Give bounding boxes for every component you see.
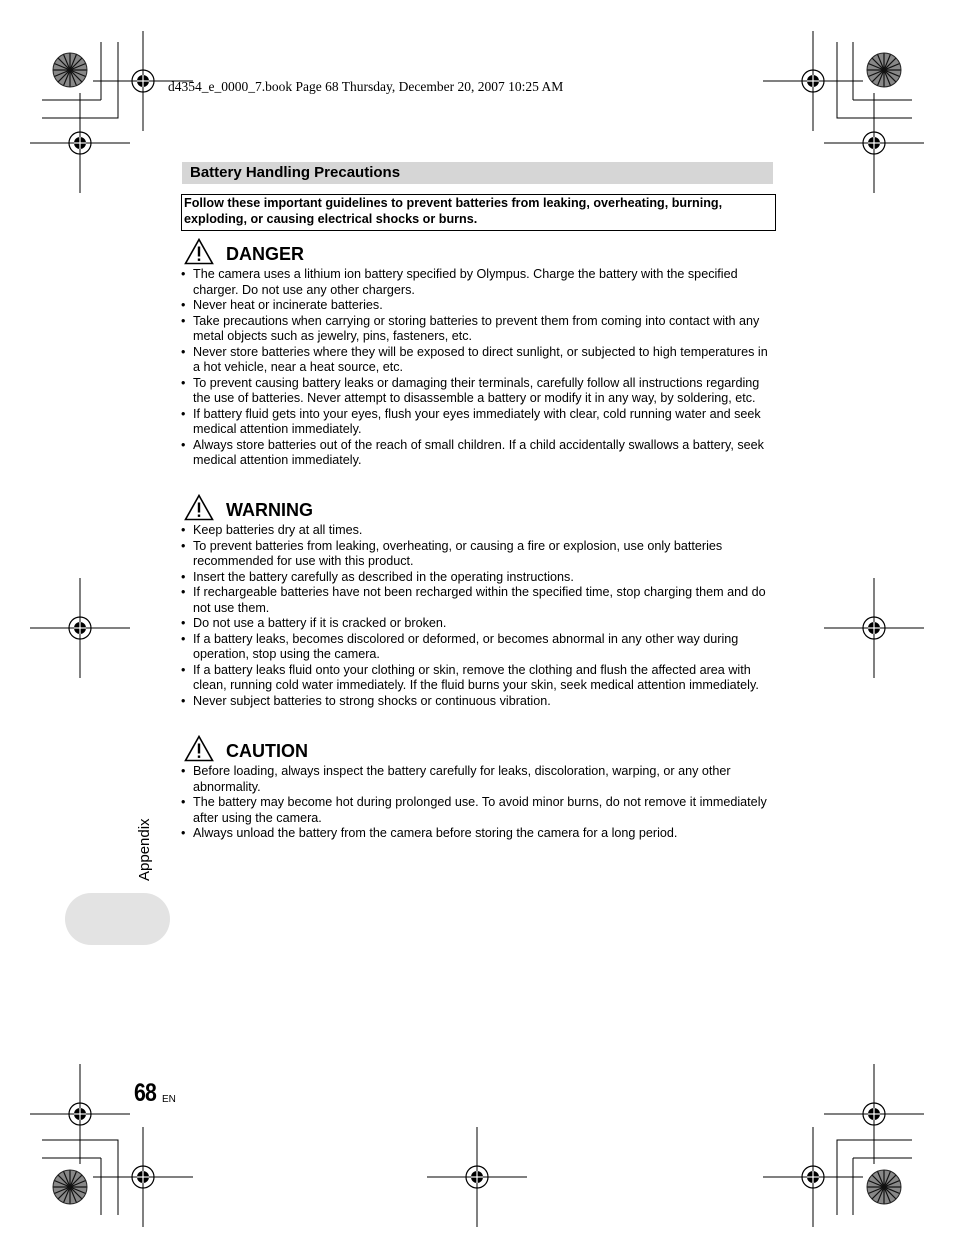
appendix-tab [65, 893, 170, 945]
registration-mark-icon [763, 31, 863, 131]
list-item: • Take precautions when carrying or storing batteries to prevent them from coming into contact with any metal objects such as jewelry, pins, fasteners, etc. [181, 314, 776, 345]
list-item: • To prevent causing battery leaks or damaging their terminals, carefully follow all instructions regarding the use of batteries. Never attempt to disassemble a battery or modify it in any way, by soldering, etc. [181, 376, 776, 407]
color-target-icon [867, 53, 901, 87]
color-target-icon [53, 1170, 87, 1204]
section-title-bar [182, 162, 773, 184]
list-item: • If a battery leaks, becomes discolored or deformed, or becomes abnormal in any other way during operation, stop using the camera. [181, 632, 776, 663]
list-item: • If a battery leaks fluid onto your clothing or skin, remove the clothing and flush the affected area with clean, running cold water immediately. If the fluid burns your skin, seek medical attention immediately. [181, 663, 776, 694]
registration-mark-icon [427, 1127, 527, 1227]
registration-mark-icon [824, 578, 924, 678]
caution-list [181, 764, 776, 842]
list-item: • Insert the battery carefully as described in the operating instructions. [181, 570, 776, 586]
warning-triangle-icon [184, 735, 214, 762]
list-item: • Always unload the battery from the camera before storing the camera for a long period. [181, 826, 776, 842]
warning-heading-text: WARNING [226, 500, 313, 520]
danger-list [181, 267, 776, 469]
warning-triangle-icon [184, 494, 214, 521]
list-item: • Never store batteries where they will be exposed to direct sunlight, or subjected to high temperatures in a hot vehicle, near a heat source, etc. [181, 345, 776, 376]
danger-heading-text: DANGER [226, 244, 305, 264]
caution-heading-text: CAUTION [226, 741, 308, 761]
registration-mark-icon [30, 578, 130, 678]
page-number: 68 [134, 1079, 156, 1107]
registration-mark-icon [763, 1127, 863, 1227]
warning-list [181, 523, 776, 709]
registration-mark-icon [824, 1064, 924, 1164]
warning-triangle-icon [184, 238, 214, 265]
list-item: • The battery may become hot during prolonged use. To avoid minor burns, do not remove it immediately after using the camera. [181, 795, 776, 826]
notice-box: Follow these important guidelines to prevent batteries from leaking, overheating, burning, exploding, or causing electrical shocks or burns. [181, 194, 776, 231]
list-item: • To prevent batteries from leaking, overheating, or causing a fire or explosion, use only batteries recommended for use with this product. [181, 539, 776, 570]
file-info-header: d4354_e_0000_7.book Page 68 Thursday, December 20, 2007 10:25 AM [168, 79, 564, 94]
list-item: • Keep batteries dry at all times. [181, 523, 776, 539]
appendix-label: Appendix [136, 818, 153, 881]
list-item: • If rechargeable batteries have not been recharged within the specified time, stop charging them and do not use them. [181, 585, 776, 616]
page-language: EN [162, 1094, 176, 1105]
color-target-icon [53, 53, 87, 87]
list-item: • If battery fluid gets into your eyes, flush your eyes immediately with clear, cold running water and seek medical attention immediately. [181, 407, 776, 438]
registration-mark-icon [93, 1127, 193, 1227]
list-item: • Never heat or incinerate batteries. [181, 298, 776, 314]
list-item: • Before loading, always inspect the battery carefully for leaks, discoloration, warping, or any other abnormality. [181, 764, 776, 795]
list-item: • Do not use a battery if it is cracked or broken. [181, 616, 776, 632]
registration-mark-icon [824, 93, 924, 193]
list-item: • Always store batteries out of the reach of small children. If a child accidentally swallows a battery, seek medical attention immediately. [181, 438, 776, 469]
list-item: • Never subject batteries to strong shocks or continuous vibration. [181, 694, 776, 710]
list-item: • The camera uses a lithium ion battery specified by Olympus. Charge the battery with the specified charger. Do not use any other chargers. [181, 267, 776, 298]
registration-mark-icon [30, 93, 130, 193]
section-title: Battery Handling Precautions [190, 164, 401, 181]
registration-mark-icon [30, 1064, 130, 1164]
color-target-icon [867, 1170, 901, 1204]
